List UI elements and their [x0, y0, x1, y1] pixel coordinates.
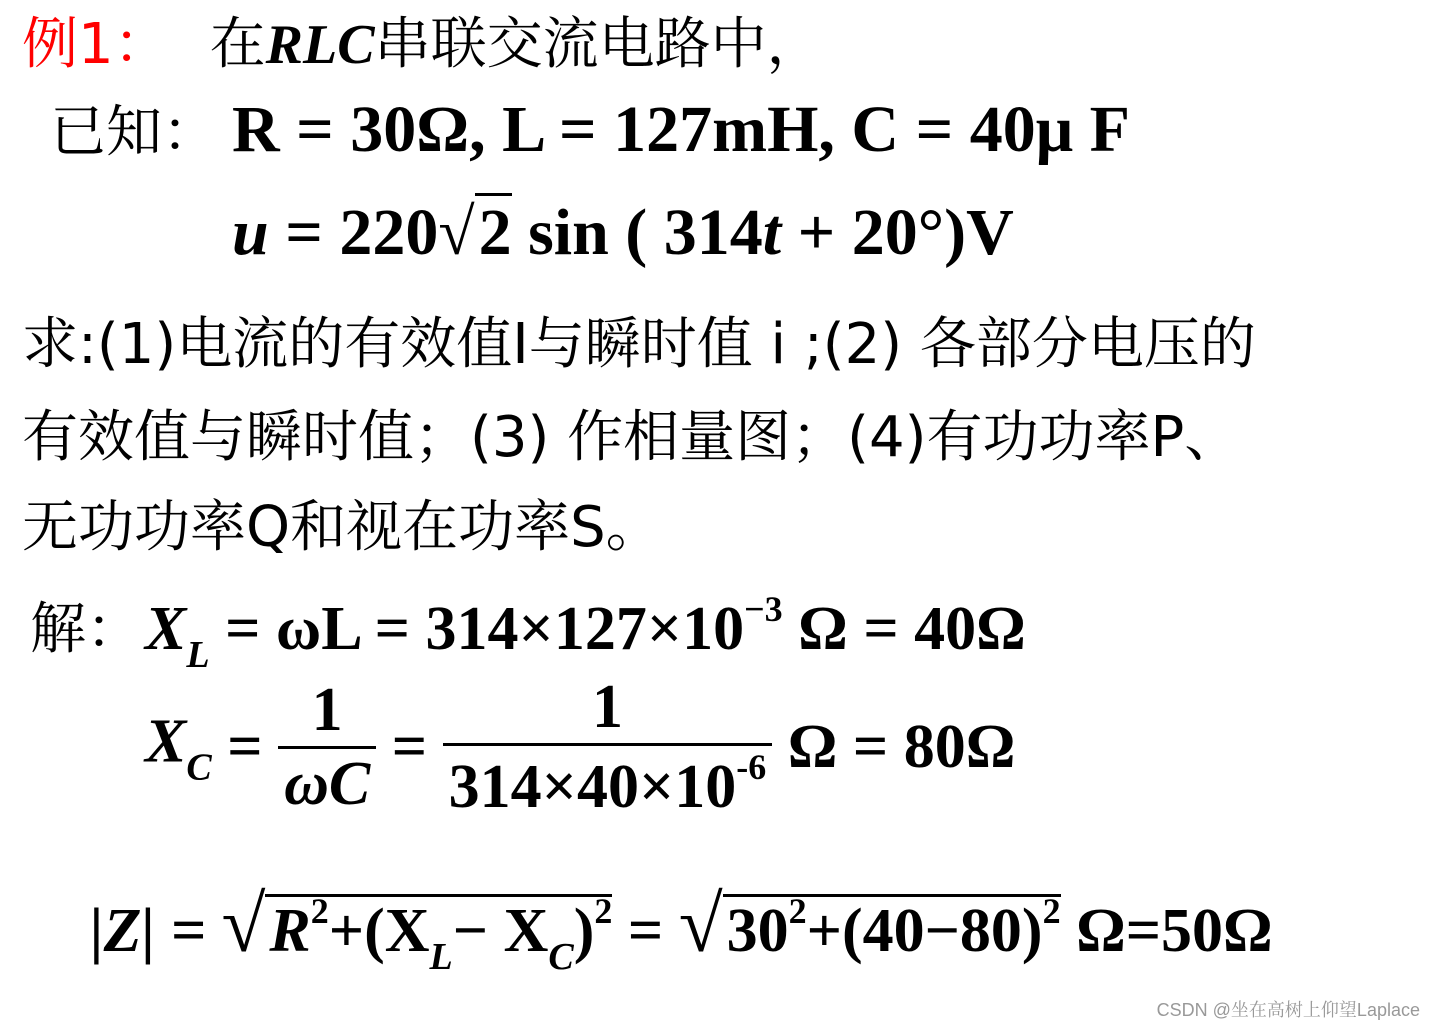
f2-den-wrap [443, 743, 773, 823]
question-line1: 求:(1)电流的有效值I与瞬时值 i ;(2) 各部分电压的 [22, 312, 1256, 377]
xl-sub: L [186, 634, 210, 676]
z-c-sub: C [548, 936, 574, 978]
f2-num: 1 [591, 673, 623, 741]
xc-result: Ω = 80Ω [787, 713, 1016, 781]
xl-exp: −3 [744, 589, 783, 629]
xc-equation [145, 672, 1015, 823]
z-rad2-a: 30 [726, 897, 789, 965]
z-equation: $|Z| = √R^2+(X_L- X_C)^2 = √30^2+(40-80)^2$ Ω=50Ω [90, 881, 1273, 978]
given-line2-a: = 220 [285, 196, 439, 269]
title-var: RLC [265, 14, 375, 76]
t-var: t [762, 196, 782, 269]
example-label: 例1： [22, 12, 170, 77]
xl-result: Ω = 40Ω [798, 595, 1026, 663]
z-lhs: |Z| = [90, 897, 207, 965]
z-rad1-b: +(X [328, 897, 430, 965]
given-line2-b: sin ( 314 [528, 196, 763, 269]
z-rad2-exp1: 2 [788, 891, 807, 931]
z-l-sub: L [429, 936, 453, 978]
watermark: CSDN @坐在高树上仰望Laplace [1156, 1000, 1420, 1020]
f1-den: ωC [278, 746, 376, 820]
z-radicand-1 [265, 891, 613, 978]
z-rad2-exp2: 2 [1042, 891, 1061, 931]
given-line1: R = 30Ω, L = 127mH, C = 40μ F [232, 93, 1130, 166]
xl-expr: = ωL = 314×127×10 [225, 595, 745, 663]
fraction-1 [278, 675, 376, 820]
z-r: R [269, 897, 311, 965]
fraction-2 [443, 672, 773, 823]
title-pre: 在 [209, 12, 266, 77]
z-mid: = [627, 897, 664, 965]
f2-den: 314×40×10 [448, 753, 737, 821]
z-rad1-exp: 2 [594, 891, 613, 931]
example-heading [22, 0, 823, 80]
xc-eq1: = [227, 713, 263, 781]
xc-sub: C [186, 746, 212, 789]
solution-label: 解： [30, 597, 142, 662]
z-rad2-b: +(40−80) [806, 897, 1043, 965]
z-rad1-c: − X [452, 897, 549, 965]
given-label: 已知： [50, 100, 218, 165]
question-line3: 无功功率Q和视在功率S。 [22, 495, 662, 560]
z-radicand-2 [723, 891, 1061, 965]
z-result: Ω=50Ω [1076, 897, 1273, 965]
xl-var: X [145, 595, 187, 663]
z-rad1-d: ) [573, 897, 595, 965]
given-line2-c: + 20°)V [797, 196, 1014, 269]
f1-num: 1 [311, 676, 343, 744]
sqrt-2: 2 [475, 193, 512, 269]
xc-var: X [145, 707, 187, 776]
z-r-exp: 2 [310, 891, 329, 931]
question-line2: 有效值与瞬时值；(3) 作相量图；(4)有功功率P、 [22, 405, 1241, 470]
xc-eq2: = [391, 713, 428, 781]
title-post: 串联交流电路中， [374, 12, 823, 77]
u-var: u [232, 196, 269, 269]
given-line2: u = 220√2 sin ( 314t + 20°)V [232, 195, 1014, 271]
xl-equation [145, 588, 1026, 677]
f2-exp: -6 [736, 747, 767, 787]
